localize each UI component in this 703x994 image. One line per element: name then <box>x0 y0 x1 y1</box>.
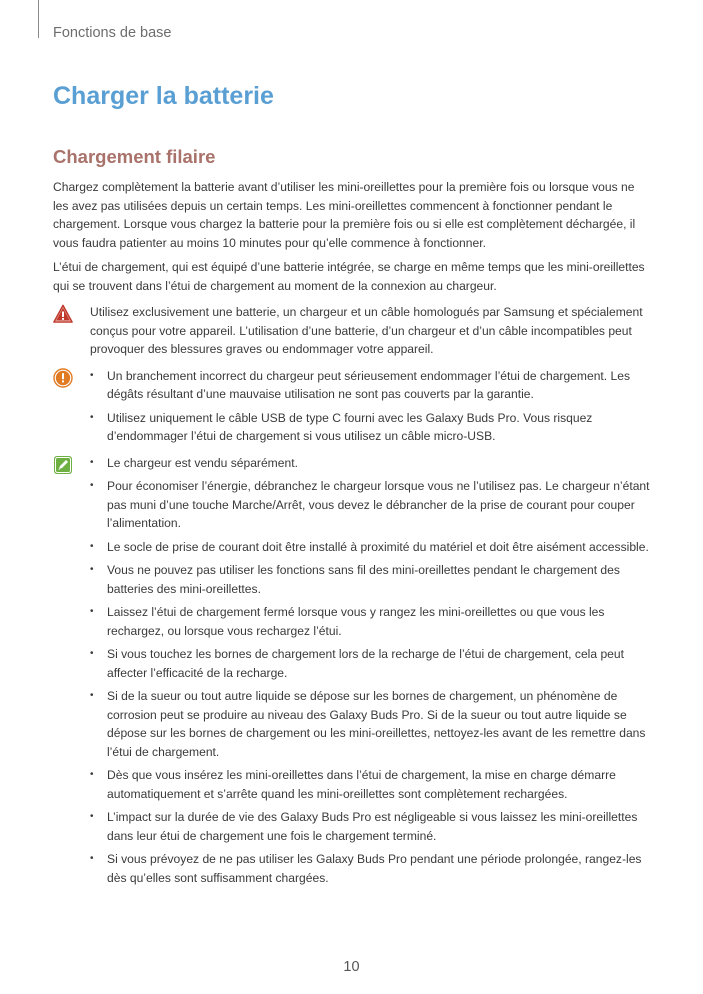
bullet: • <box>90 853 94 864</box>
case-paragraph: L’étui de chargement, qui est équipé d’une batterie intégrée, se charge en même temps que les mini-oreillettes qui se trouvent dans l’étui de chargement au moment de la connexion au chargeur. <box>53 260 645 293</box>
bullet: • <box>90 369 94 381</box>
list-item: • Le socle de prise de courant doit être installé à proximité du matériel et doit être aisément accessible. <box>90 538 653 557</box>
bullet: • <box>90 690 94 701</box>
page-number: 10 <box>343 959 360 975</box>
note-list <box>90 454 653 888</box>
main-content <box>53 178 653 892</box>
section-label: Fonctions de base <box>53 25 172 41</box>
intro-paragraph: Chargez complètement la batterie avant d’utiliser les mini-oreillettes pour la première fois ou lorsque vous ne les avez pas utilisées depuis un certain temps. Les mini-oreillettes commencent à fonctionner pendant le chargement. Lorsque vous chargez la batterie pour la première fois ou si elle est complètement déchargée, il vous faudra patienter au moins 10 minutes pour qu’elle commence à fonctionner. <box>53 180 636 250</box>
list-item: • Dès que vous insérez les mini-oreillettes dans l’étui de chargement, la mise en charge démarre automatiquement et s’arrête quand les mini-oreillettes sont complètement rechargées. <box>90 768 616 801</box>
note-notice <box>53 454 653 888</box>
header-divider <box>38 0 39 38</box>
warning-triangle-icon <box>53 304 73 324</box>
page-title: Charger la batterie <box>53 82 274 110</box>
note-pencil-icon <box>53 455 73 475</box>
list-item: • Si vous prévoyez de ne pas utiliser les Galaxy Buds Pro pendant une période prolongée, rangez-les dès qu’elles sont suffisamment chargées. <box>90 852 642 885</box>
bullet: • <box>90 606 94 617</box>
list-item: • Laissez l’étui de chargement fermé lorsque vous y rangez les mini-oreillettes ou que vous les rechargez, ou lorsque vous rechargez l’étui. <box>90 605 605 638</box>
list-item: • Un branchement incorrect du chargeur peut sérieusement endommager l’étui de chargement. Les dégâts résultant d’une mauvaise utilisation ne sont pas couverts par la garantie. <box>90 368 631 401</box>
warning-notice <box>53 303 653 359</box>
list-item: • Le chargeur est vendu séparément. <box>90 454 653 473</box>
list-item: • Si de la sueur ou tout autre liquide se dépose sur les bornes de chargement, un phénomène de corrosion peut se produire au niveau des Galaxy Buds Pro. Si de la sueur ou tout autre liquide se dépose sur les bornes de chargement ou les mini-oreillettes, nettoyez-les avant de les remettre dans l’étui de chargement. <box>90 689 646 759</box>
list-item: • Si vous touchez les bornes de chargement lors de la recharge de l’étui de chargement, cela peut affecter l’efficacité de la recharge. <box>90 647 624 680</box>
bullet: • <box>90 811 94 822</box>
bullet: • <box>90 480 94 491</box>
caution-list <box>90 367 653 446</box>
warning-text: Utilisez exclusivement une batterie, un chargeur et un câble homologués par Samsung et spécialement conçus pour votre appareil. L’utilisation d’une batterie, d’un chargeur et d’un câble incompatibles peut provoquer des blessures graves ou endommager votre appareil. <box>90 305 643 356</box>
bullet: • <box>90 411 94 423</box>
bullet: • <box>90 648 94 659</box>
list-item: • Pour économiser l’énergie, débranchez le chargeur lorsque vous ne l’utilisez pas. Le chargeur n’étant pas muni d’une touche Marche/Arrêt, vous devez le débrancher de la prise de courant pour couper l’alimentation. <box>90 479 650 530</box>
section-subtitle: Chargement filaire <box>53 146 216 167</box>
caution-exclamation-icon <box>53 368 73 388</box>
list-item: • Vous ne pouvez pas utiliser les fonctions sans fil des mini-oreillettes pendant le chargement des batteries des mini-oreillettes. <box>90 563 620 596</box>
bullet: • <box>90 564 94 575</box>
bullet: • <box>90 540 94 552</box>
list-item: • L’impact sur la durée de vie des Galaxy Buds Pro est négligeable si vous laissez les mini-oreillettes dans leur étui de chargement une fois le chargement terminé. <box>90 810 638 843</box>
bullet: • <box>90 456 94 468</box>
caution-notice <box>53 367 653 446</box>
bullet: • <box>90 769 94 780</box>
list-item: • Utilisez uniquement le câble USB de type C fourni avec les Galaxy Buds Pro. Vous risquez d’endommager l’étui de chargement si vous utilisez un câble micro-USB. <box>90 410 593 443</box>
